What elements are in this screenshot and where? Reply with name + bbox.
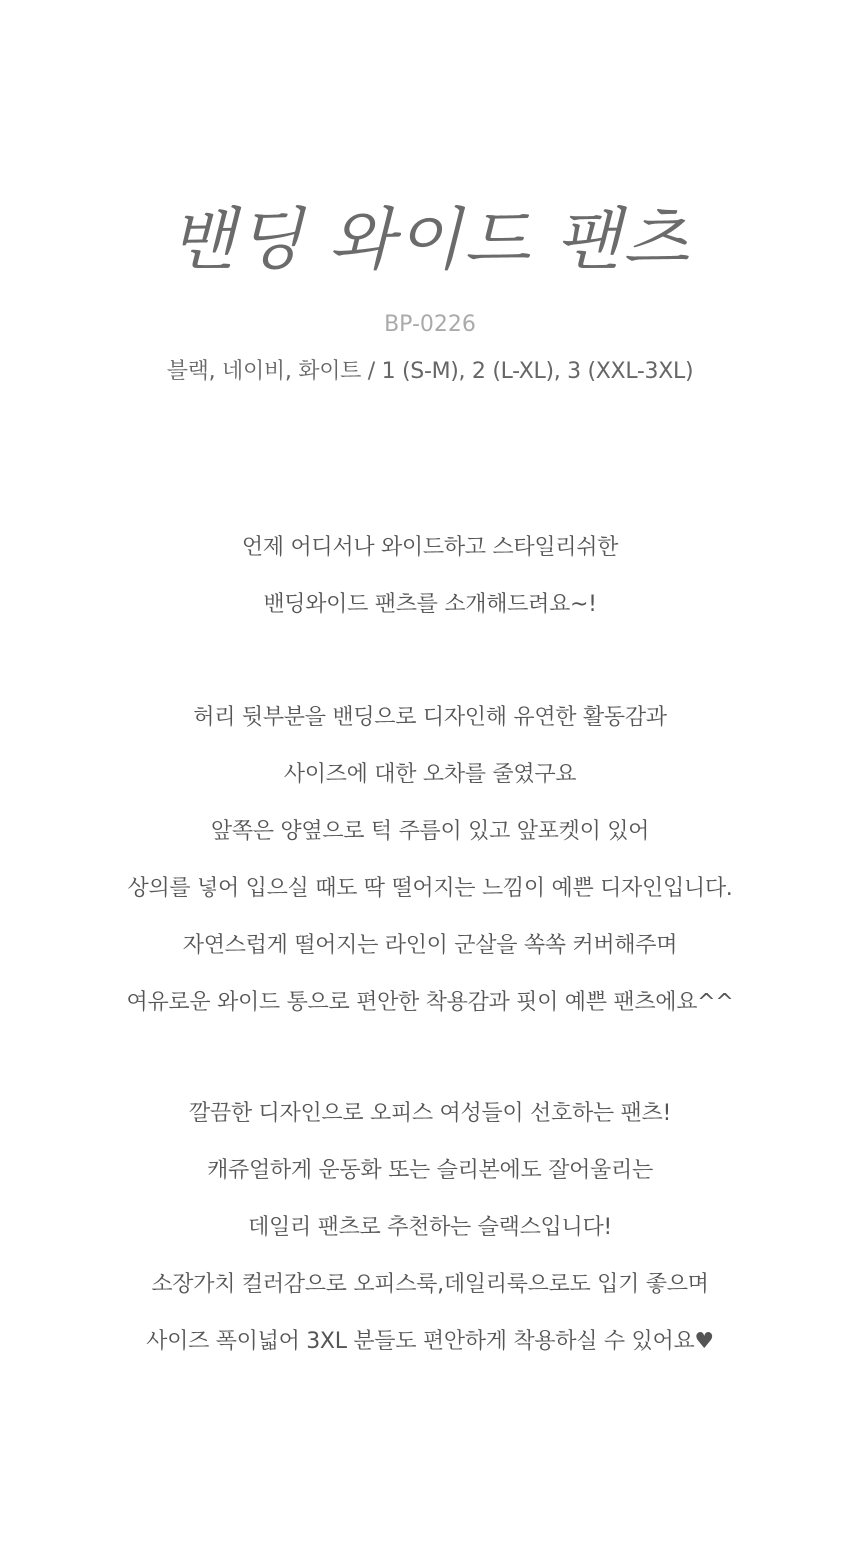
description-line: 여유로운 와이드 통으로 편안한 착용감과 핏이 예쁜 팬츠에요^^ — [126, 990, 734, 1015]
description-line: 사이즈 폭이넓어 3XL 분들도 편안하게 착용하실 수 있어요♥ — [146, 1329, 714, 1354]
product-code: BP-0226 — [384, 312, 476, 337]
description-paragraph-2 — [0, 689, 860, 1031]
description-line: 밴딩와이드 팬츠를 소개해드려요~! — [263, 592, 597, 617]
description-line: 데일리 팬츠로 추천하는 슬랙스입니다! — [248, 1215, 612, 1240]
description-line: 상의를 넣어 입으실 때도 딱 떨어지는 느낌이 예쁜 디자인입니다. — [127, 876, 733, 901]
description-line: 캐쥬얼하게 운동화 또는 슬리본에도 잘어울리는 — [207, 1158, 653, 1183]
description-paragraph-1 — [0, 519, 860, 633]
description-line: 앞쪽은 양옆으로 턱 주름이 있고 앞포켓이 있어 — [210, 819, 650, 844]
description-paragraph-3 — [0, 1085, 860, 1370]
description-line: 언제 어디서나 와이드하고 스타일리쉬한 — [241, 535, 619, 560]
description-line: 깔끔한 디자인으로 오피스 여성들이 선호하는 팬츠! — [189, 1101, 671, 1126]
product-title: 밴딩 와이드 팬츠 — [169, 201, 691, 280]
description-line: 사이즈에 대한 오차를 줄였구요 — [283, 762, 577, 787]
description-line: 허리 뒷부분을 밴딩으로 디자인해 유연한 활동감과 — [193, 705, 667, 730]
description-line: 자연스럽게 떨어지는 라인이 군살을 쏙쏙 커버해주며 — [182, 933, 678, 958]
product-options: 블랙, 네이비, 화이트 / 1 (S-M), 2 (L-XL), 3 (XXL-3XL) — [166, 359, 694, 384]
description-line: 소장가치 컬러감으로 오피스룩,데일리룩으로도 입기 좋으며 — [151, 1272, 709, 1297]
